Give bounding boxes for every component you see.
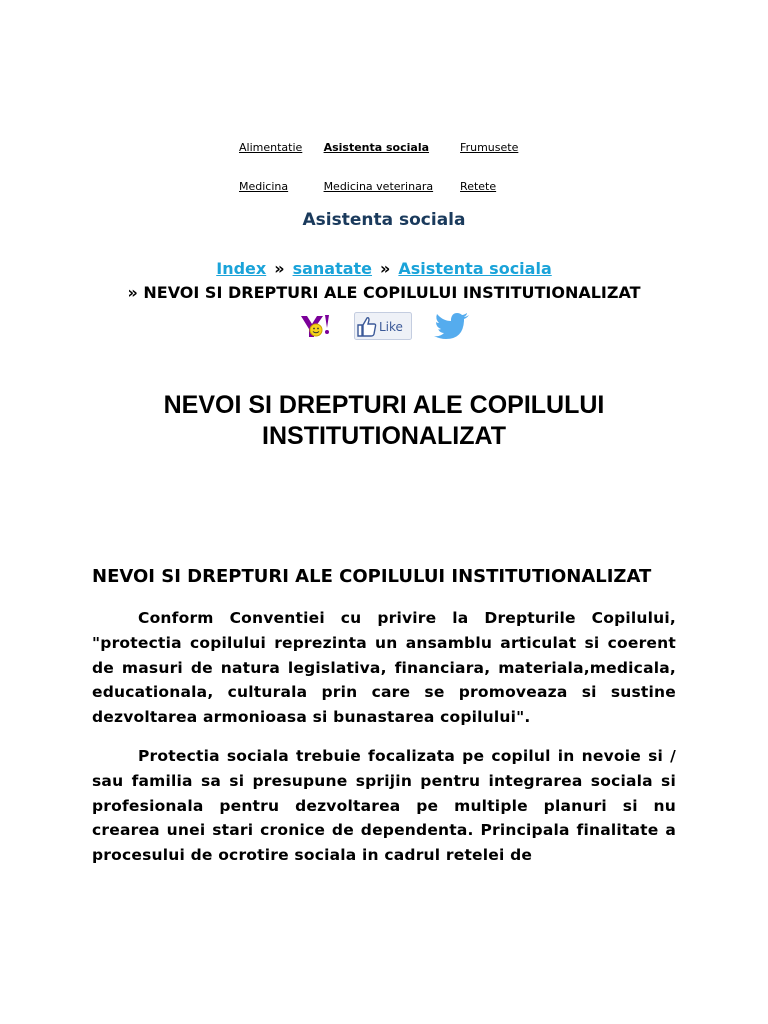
nav-item-asistenta-sociala[interactable] (318, 128, 454, 167)
nav-link[interactable]: Medicina (239, 180, 289, 193)
breadcrumb-separator: » (274, 259, 285, 278)
social-share-bar (0, 311, 768, 341)
article-body (92, 564, 676, 882)
like-label: Like (379, 320, 403, 334)
nav-link[interactable]: Medicina veterinara (323, 180, 434, 193)
article-title: NEVOI SI DREPTURI ALE COPILULUI INSTITUTIONALIZAT (163, 391, 605, 450)
article-paragraph: Conform Conventiei cu privire la Drepturile Copilului, "protectia copilului reprezinta un ansamblu articulat si coerent de masuri de natura legislativa, financiara, materiala,medicala, educationala, culturala prin care se promoveaza si sustine dezvoltarea armonioasa si bunastarea copilului". (92, 609, 676, 727)
article-paragraph: Protectia sociala trebuie focalizata pe copilul in nevoie si / sau familia sa si presupune sprijin pentru integrarea sociala si profesionala pentru dezvoltarea pe multiple planuri si nu crearea unei stari cronice de dependenta. Principala finalitate a procesului de ocrotire sociala in cadrul retelei de (92, 746, 676, 865)
nav-item-medicina-veterinara[interactable] (318, 167, 454, 206)
nav-item-alimentatie[interactable] (233, 128, 318, 167)
nav-link[interactable]: Asistenta sociala (323, 141, 430, 154)
breadcrumb-separator: » (380, 259, 391, 278)
category-nav (233, 128, 533, 206)
nav-item-retete[interactable] (454, 167, 533, 206)
breadcrumb-link-asistenta-sociala[interactable]: Asistenta sociala (398, 259, 552, 278)
nav-link[interactable]: Alimentatie (239, 141, 303, 154)
breadcrumb-link-index[interactable]: Index (216, 259, 267, 278)
breadcrumb-link-sanatate[interactable]: sanatate (292, 259, 373, 278)
section-title: Asistenta sociala (302, 210, 466, 230)
article-heading: NEVOI SI DREPTURI ALE COPILULUI INSTITUTIONALIZAT (92, 566, 652, 587)
breadcrumb (0, 257, 768, 305)
facebook-like-button[interactable] (354, 311, 412, 341)
breadcrumb-current: » NEVOI SI DREPTURI ALE COPILULUI INSTITUTIONALIZAT (127, 283, 641, 302)
nav-link[interactable]: Frumusete (460, 141, 519, 154)
nav-item-frumusete[interactable] (454, 128, 533, 167)
yahoo-bookmark-icon[interactable] (298, 311, 332, 341)
twitter-icon[interactable] (434, 311, 470, 341)
nav-item-medicina[interactable] (233, 167, 318, 206)
nav-link[interactable]: Retete (460, 180, 497, 193)
